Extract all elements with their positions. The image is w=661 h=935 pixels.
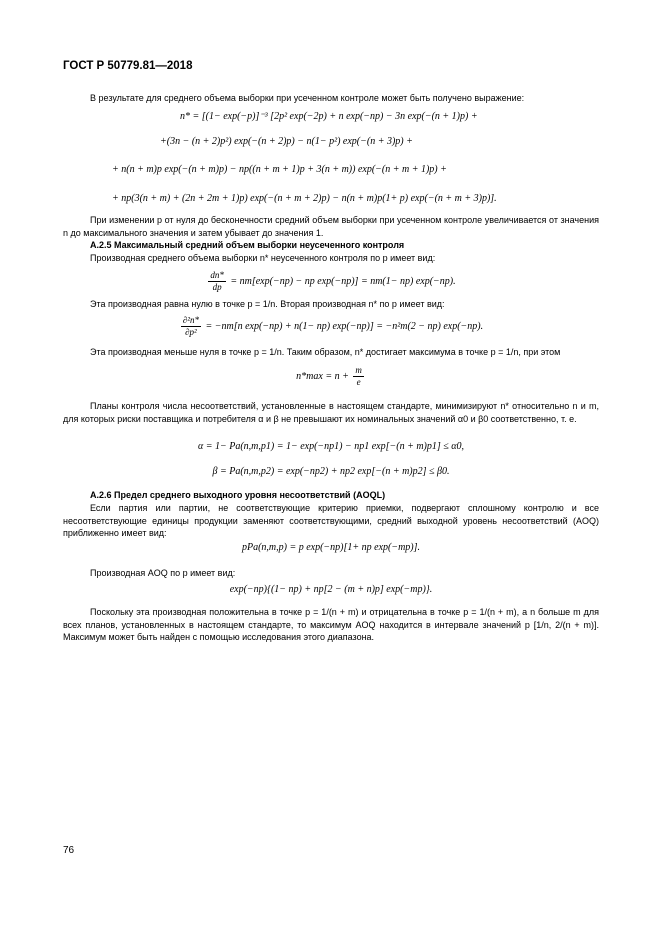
paragraph-second-derivative: Эта производная равна нулю в точке p = 1/n. Вторая производная n* по p имеет вид:: [90, 299, 445, 309]
paragraph-intro: В результате для среднего объема выборки при усеченном контроле может быть получено выражение:: [90, 93, 525, 103]
paragraph-aoq-derivative: Производная AOQ по p имеет вид:: [90, 568, 236, 578]
equation-3-numerator: ∂²n*: [182, 315, 199, 325]
equation-2-rhs: = nm[exp(−np) − np exp(−np)] = nm(1− np) exp(−np).: [230, 275, 456, 287]
equation-5: α = 1− Pa(n,m,p1) = 1− exp(−np1) − np1 exp[−(n + m)p1] ≤ α0,: [197, 441, 465, 452]
equation-4-lhs: n*max = n +: [296, 370, 349, 382]
equation-6: β = Pa(n,m,p2) = exp(−np2) + np2 exp[−(n + m)p2] ≤ β0.: [212, 466, 450, 477]
equation-3-denominator: ∂p²: [185, 327, 197, 337]
page-number: 76: [63, 845, 75, 856]
equation-2: [63, 270, 599, 293]
equation-3-rhs: = −nm[n exp(−np) + n(1− np) exp(−np)] = −n²m(2 − np) exp(−np).: [205, 320, 484, 332]
equation-2-fraction: [208, 270, 226, 293]
document-header: ГОСТ Р 50779.81—2018: [63, 60, 193, 72]
paragraph-aoq: Если партия или партии, не соответствующие критерию приемки, подвергают сплошному контролю и все несоответствующие единицы продукции заменяют соответствующими, средний выходной уровень несоответствий (AOQ) приближенно имеет вид:: [63, 503, 599, 539]
equation-4-numerator: m: [355, 365, 362, 375]
equation-4-denominator: e: [356, 377, 361, 387]
equation-1-line-4: + np(3(n + m) + (2n + 2m + 1)p) exp(−(n + m + 2)p) − n(n + m)p(1+ p) exp(−(n + m + 3)p)].: [112, 193, 497, 204]
equation-3-fraction: [181, 315, 201, 338]
equation-1-line-1: n* = [(1− exp(−p)]⁻³ [2p² exp(−2p) + n exp(−np) − 3n exp(−(n + 1)p) +: [180, 111, 478, 122]
paragraph-derivative: Производная среднего объема выборки n* неусеченного контроля по p имеет вид:: [90, 253, 436, 263]
section-heading-a26: А.2.6 Предел среднего выходного уровня несоответствий (AOQL): [90, 490, 386, 500]
equation-3: [63, 315, 599, 338]
paragraph-conclusion: Поскольку эта производная положительна в точке p = 1/(n + m) и отрицательна в точке p = 1/(n + m), а n больше m для всех планов, установленных в настоящем стандарте, то максимум AOQ находится в интервале значений p [1/n, 2/(n + m)]. Максимум может быть найден с помощью исследования этого диапазона.: [63, 607, 599, 643]
equation-1-line-3: + n(n + m)p exp(−(n + m)p) − np((n + m + 1)p + 3(n + m)) exp(−(n + m + 1)p) +: [112, 164, 447, 175]
equation-2-numerator: dn*: [210, 270, 224, 280]
equation-8: exp(−np){(1− np) + np[2 − (m + n)p] exp(−mp)}.: [229, 584, 433, 595]
equation-4: [63, 365, 599, 388]
equation-7: pPa(n,m,p) = p exp(−np)[1+ np exp(−mp)].: [241, 542, 421, 553]
paragraph-plans: Планы контроля числа несоответствий, установленные в настоящем стандарте, минимизируют n* относительно n и m, для которых риски поставщика и потребителя α и β не превышают их номинальных значений α0 и β0 соответственно, т. е.: [63, 401, 599, 424]
equation-2-denominator: dp: [212, 282, 222, 292]
equation-1-line-2: +(3n − (n + 2)p²) exp(−(n + 2)p) − n(1− p²) exp(−(n + 3)p) +: [160, 136, 413, 147]
paragraph-maximum: Эта производная меньше нуля в точке p = 1/n. Таким образом, n* достигает максимума в точке p = 1/n, при этом: [90, 347, 561, 357]
paragraph-variation: При изменении p от нуля до бесконечности средний объем выборки при усеченном контроле увеличивается от значения n до максимального значения и затем убывает до значения 1.: [63, 215, 599, 238]
section-heading-a25: А.2.5 Максимальный средний объем выборки неусеченного контроля: [90, 240, 405, 250]
equation-4-fraction: [353, 365, 364, 388]
